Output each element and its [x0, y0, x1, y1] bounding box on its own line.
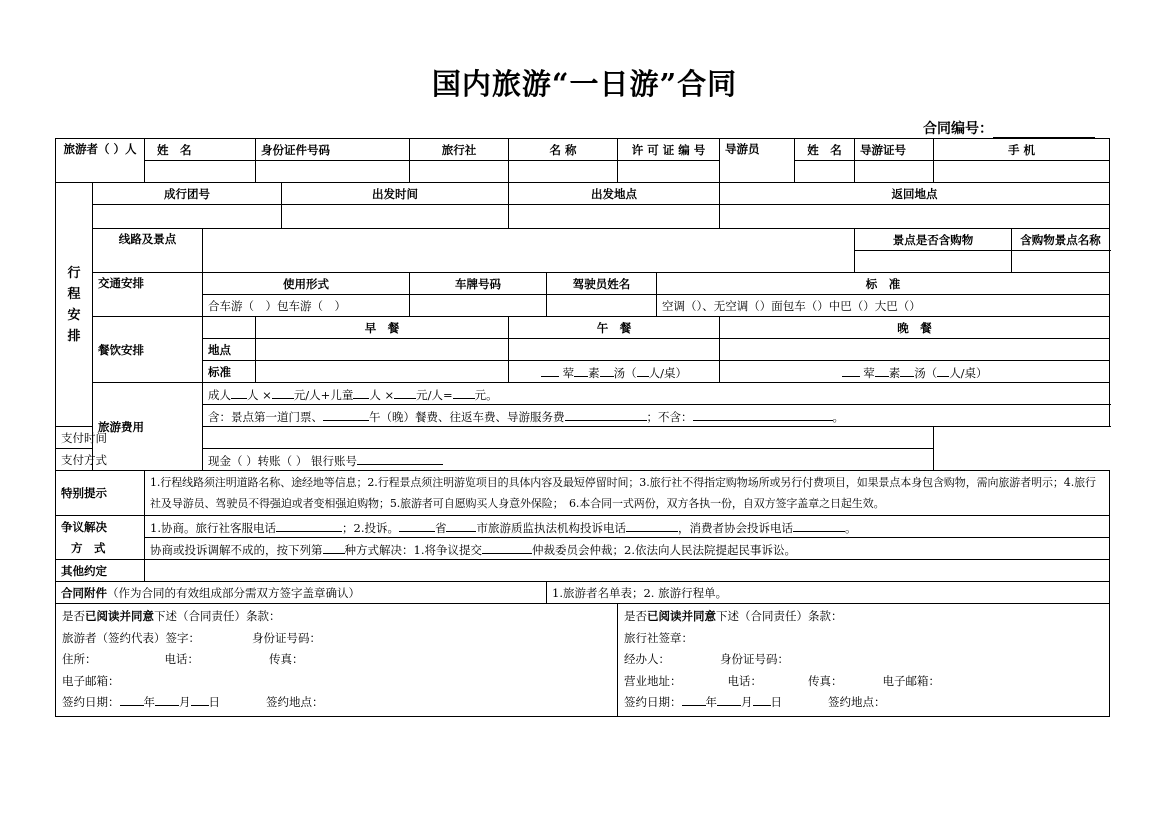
dispute-label: 争议解决 方 式: [56, 516, 145, 560]
notice-label: 特别提示: [56, 471, 145, 516]
shopping-names-field[interactable]: [1012, 251, 1110, 273]
sign-left-signer: 旅游者（签约代表）签字： 身份证号码：: [62, 630, 321, 645]
lunch-place-field[interactable]: [509, 339, 720, 361]
dispute-line-2[interactable]: 协商或投诉调解不成的，按下列第 种方式解决：1.将争议提交 仲裁委员会仲裁；2.依法向人民法院提起民事诉讼。: [145, 538, 1110, 560]
transport-label: 交通安排: [93, 273, 203, 317]
plate-label: 车牌号码: [410, 273, 547, 295]
depart-place-label: 出发地点: [509, 183, 720, 205]
page-title: 国内旅游“一日游”合同: [431, 67, 738, 101]
guide-name-label: 姓 名: [795, 139, 855, 161]
meal-place-label: 地点: [203, 339, 256, 361]
breakfast-standard-field[interactable]: [256, 361, 509, 383]
itinerary-label: 行程安排: [56, 183, 93, 427]
sign-left-email: 电子邮箱：: [62, 673, 120, 688]
phone-field[interactable]: [934, 161, 1110, 183]
sign-right-business: 营业地址： 电话： 传真： 电子邮箱：: [624, 673, 941, 688]
guide-label: 导游员: [720, 139, 795, 183]
sign-left-address: 住所： 电话： 传真：: [62, 652, 304, 666]
lunch-label: 午 餐: [509, 317, 720, 339]
breakfast-label: 早 餐: [256, 317, 509, 339]
return-place-field[interactable]: [720, 205, 1110, 229]
usage-field[interactable]: 合车游（ ）包车游（ ）: [203, 295, 410, 317]
guide-cert-field[interactable]: [855, 161, 934, 183]
guide-cert-label: 导游证号: [855, 139, 934, 161]
group-number-label: 成行团号: [93, 183, 282, 205]
traveler-name-field[interactable]: [145, 161, 256, 183]
contract-number-blank[interactable]: [993, 123, 1095, 138]
fees-label: 旅游费用: [93, 383, 203, 471]
fees-line-1[interactable]: 成人 人 × 元/人+儿童 人 × 元/人= 元。: [203, 383, 1110, 405]
sign-right-read: 是否已阅读并同意下述（合同责任）条款：: [624, 609, 843, 623]
pay-method-label: 支付方式: [56, 449, 203, 471]
lunch-standard-field[interactable]: 荤 素 汤（ 人/桌）: [509, 361, 720, 383]
shopping-label: 景点是否含购物: [855, 229, 1012, 251]
fees-line-2[interactable]: 含：景点第一道门票、 午（晚）餐费、往返车费、导游服务费 ；不含： 。: [203, 405, 1110, 427]
depart-time-field[interactable]: [282, 205, 509, 229]
usage-label: 使用形式: [203, 273, 410, 295]
pay-time-field[interactable]: [203, 427, 934, 449]
dinner-label: 晚 餐: [720, 317, 1110, 339]
dinner-place-field[interactable]: [720, 339, 1110, 361]
driver-label: 驾驶员姓名: [547, 273, 657, 295]
dinner-standard-field[interactable]: 荤 素 汤（ 人/桌）: [720, 361, 1110, 383]
meal-standard-label: 标准: [203, 361, 256, 383]
shopping-field[interactable]: [855, 251, 1012, 273]
breakfast-place-field[interactable]: [256, 339, 509, 361]
sign-left-date: 签约日期： 年 月 日 签约地点：: [62, 695, 324, 709]
sign-right[interactable]: [618, 604, 1110, 717]
pay-time-label: 支付时间: [56, 427, 203, 449]
notice-text: 1.行程线路须注明道路名称、途经地等信息；2.行程景点须注明游览项目的具体内容及最短停留时间；3.旅行社不得指定购物场所或另行付费项目，如果景点本身包含购物，需向旅游者明示；4.旅行社及导游员、驾驶员不得强迫或者变相强迫购物；5.旅游者可自愿购买人身意外保险； 6.本合同一式两份，双方各执一份，自双方签字盖章之日起生效。: [145, 471, 1110, 516]
sign-right-seal: 旅行社签章：: [624, 630, 694, 645]
sign-right-date: 签约日期： 年 月 日 签约地点：: [624, 695, 886, 709]
contract-number: [923, 118, 1095, 138]
other-label: 其他约定: [56, 560, 145, 582]
contract-table: [55, 138, 1110, 717]
route-label: 线路及景点: [93, 229, 203, 273]
contract-number-label: 合同编号：: [923, 121, 993, 137]
sign-left[interactable]: [56, 604, 618, 717]
phone-label: 手 机: [934, 139, 1110, 161]
meals-label: 餐饮安排: [93, 317, 203, 383]
standard-label: 标 准: [657, 273, 1110, 295]
dispute-line-1[interactable]: 1.协商。旅行社客服电话 ；2.投诉。 省 市旅游质监执法机构投诉电话 ，消费者协会投诉电话 。: [145, 516, 1110, 538]
id-number-label: 身份证件号码: [256, 139, 410, 161]
group-number-field[interactable]: [93, 205, 282, 229]
traveler-count-label: 旅游者（ ）人: [56, 139, 145, 183]
sign-right-agent: 经办人： 身份证号码：: [624, 652, 790, 666]
standard-field[interactable]: 空调（）、无空调（）面包车（）中巴（）大巴（）: [657, 295, 1110, 317]
agency-label: 旅行社: [410, 139, 509, 161]
other-field[interactable]: [145, 560, 1110, 582]
pay-method-field[interactable]: 现金（ ）转账（ ） 银行账号: [203, 449, 934, 471]
sign-left-read: 是否已阅读并同意下述（合同责任）条款：: [62, 609, 281, 623]
attachment-value: 1.旅游者名单表；2. 旅游行程单。: [547, 582, 1110, 604]
agency-name-field[interactable]: [509, 161, 618, 183]
return-place-label: 返回地点: [720, 183, 1110, 205]
route-field[interactable]: [203, 229, 855, 273]
shopping-names-label: 含购物景点名称: [1012, 229, 1110, 251]
license-label: 许 可 证 编 号: [618, 139, 720, 161]
depart-place-field[interactable]: [509, 205, 720, 229]
meal-corner: [203, 317, 256, 339]
guide-name-field[interactable]: [795, 161, 855, 183]
agency-field[interactable]: [410, 161, 509, 183]
attachment-label: 合同附件（作为合同的有效组成部分需双方签字盖章确认）: [56, 582, 547, 604]
agency-name-label: 名 称: [509, 139, 618, 161]
plate-field[interactable]: [410, 295, 547, 317]
license-field[interactable]: [618, 161, 720, 183]
traveler-name-label: 姓 名: [145, 139, 256, 161]
depart-time-label: 出发时间: [282, 183, 509, 205]
id-number-field[interactable]: [256, 161, 410, 183]
driver-field[interactable]: [547, 295, 657, 317]
